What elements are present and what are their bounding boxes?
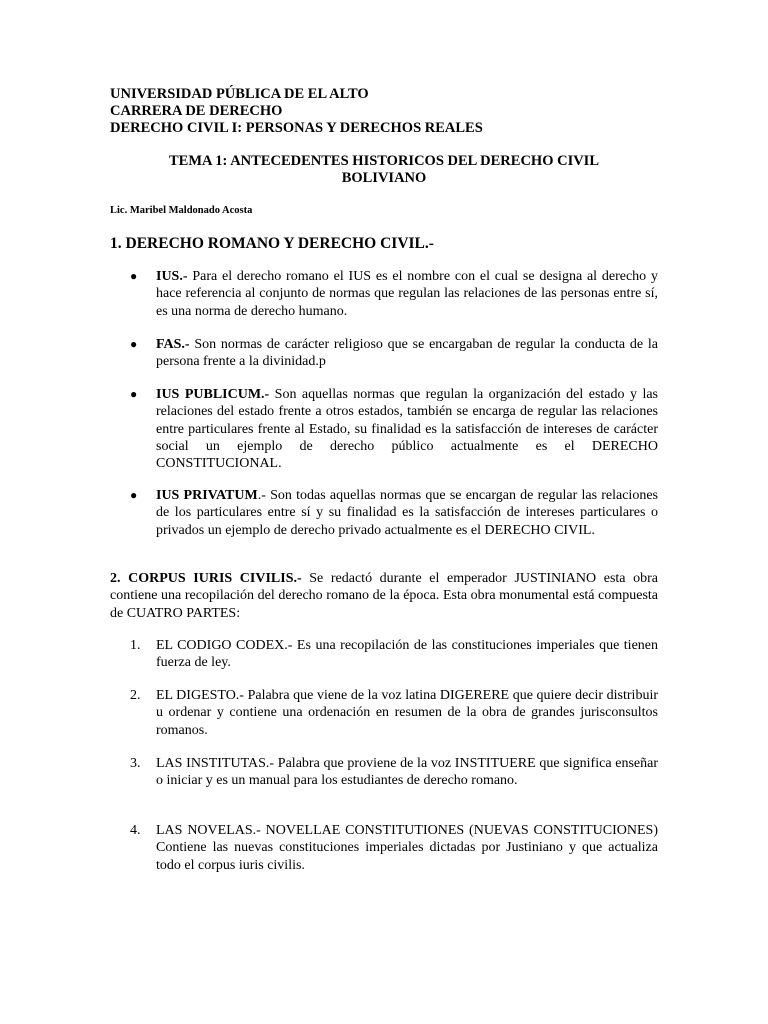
list-item-institutas: LAS INSTITUTAS.- Palabra que proviene de la voz INSTITUERE que significa enseñar o iniciar y es un manual para los estudiantes de derecho romano. — [156, 756, 658, 789]
bullet-icon: ● — [130, 488, 138, 502]
list-item-ius — [156, 268, 658, 320]
topic-title-line2: BOLIVIANO — [341, 170, 427, 186]
list-number: 3. — [130, 756, 141, 771]
section-2-text: Se redactó durante el emperador JUSTINIANO esta obra contiene una recopilación del derecho romano de la época. Esta obra monumental está compuesta de CUATRO PARTES: — [110, 571, 658, 621]
definition-ius-privatum: .- Son todas aquellas normas que se encargan de regular las relaciones de los particulares entre sí y su finalidad es la satisfacción de intereses particulares o privados un ejemplo de derecho privado actualmente es el DERECHO CIVIL. — [156, 488, 658, 538]
university-name: UNIVERSIDAD PÚBLICA DE EL ALTO — [110, 86, 369, 102]
term-ius: IUS.- — [156, 269, 188, 284]
list-item-novelas: LAS NOVELAS.- NOVELLAE CONSTITUTIONES (NUEVAS CONSTITUCIONES) Contiene las nuevas constituciones imperiales dictadas por Justiniano y que actualiza todo el corpus iuris civilis. — [156, 823, 658, 873]
term-fas: FAS.- — [156, 337, 190, 352]
author-name: Lic. Maribel Maldonado Acosta — [110, 205, 253, 216]
list-number: 1. — [130, 638, 141, 653]
section-2-paragraph — [110, 570, 658, 622]
list-item-codigo: EL CODIGO CODEX.- Es una recopilación de las constituciones imperiales que tienen fuerza de ley. — [156, 638, 658, 671]
term-ius-publicum: IUS PUBLICUM.- — [156, 387, 270, 402]
course-name: DERECHO CIVIL I: PERSONAS Y DERECHOS REALES — [110, 120, 483, 136]
term-ius-privatum: IUS PRIVATUM — [156, 488, 258, 503]
bullet-icon: ● — [130, 337, 138, 351]
list-item-ius-privatum — [156, 487, 658, 539]
list-item-digesto: EL DIGESTO.- Palabra que viene de la voz latina DIGERERE que quiere decir distribuir u ordenar y contiene una ordenación en resumen de la obra de grandes jurisconsultos romanos. — [156, 688, 658, 738]
career-name: CARRERA DE DERECHO — [110, 103, 283, 119]
bullet-icon: ● — [130, 269, 138, 283]
topic-title-line1: TEMA 1: ANTECEDENTES HISTORICOS DEL DERECHO CIVIL — [168, 153, 599, 169]
section-2-heading: 2. CORPUS IURIS CIVILIS.- — [110, 571, 302, 586]
definition-fas: Son normas de carácter religioso que se encargaban de regular la conducta de la persona frente a la divinidad.p — [156, 337, 658, 370]
list-number: 4. — [130, 823, 141, 838]
definition-ius: Para el derecho romano el IUS es el nombre con el cual se designa al derecho y hace referencia al conjunto de normas que regulan las relaciones de las personas entre sí, es una norma de derecho humano. — [156, 269, 658, 319]
document-header — [110, 86, 483, 137]
definition-ius-publicum: Son aquellas normas que regulan la organización del estado y las relaciones del estado frente a otros estados, también se encarga de regular las relaciones entre particulares frente al Estado, su finalidad es la satisfacción de intereses de carácter social un ejemplo de derecho público actualmente es el DERECHO CONSTITUCIONAL. — [156, 387, 658, 472]
section-1-heading: 1. DERECHO ROMANO Y DERECHO CIVIL.- — [110, 235, 434, 252]
bullet-icon: ● — [130, 387, 138, 401]
list-item-ius-publicum — [156, 386, 658, 472]
list-number: 2. — [130, 688, 141, 703]
topic-title — [110, 153, 658, 187]
list-item-fas — [156, 336, 658, 371]
